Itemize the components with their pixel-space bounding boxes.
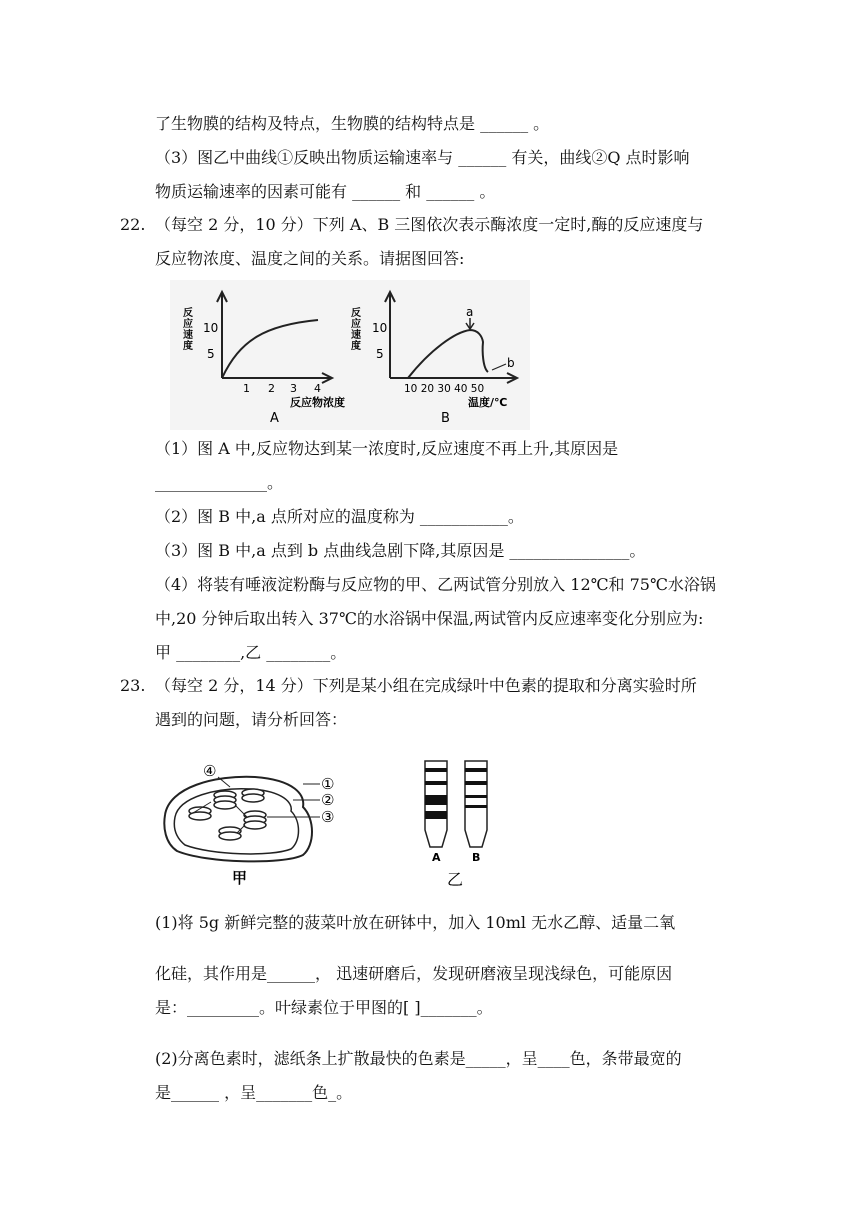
graph-b-caption: B [441, 411, 450, 426]
q22-s4-line1: （4）将装有唾液淀粉酶与反应物的甲、乙两试管分别放入 12℃和 75℃水浴锅 [155, 575, 716, 594]
graph-a-ytick-10: 10 [203, 321, 219, 335]
q22-s2: （2）图 B 中,a 点所对应的温度称为 ___________。 [155, 507, 524, 526]
strip-b-label: B [472, 851, 481, 864]
q23-p1-line1: (1)将 5g 新鲜完整的菠菜叶放在研钵中，加入 10ml 无水乙醇、适量二氧 [155, 913, 676, 932]
chloroplast-label-2: ② [321, 791, 335, 809]
graph-a-xlabel: 反应物浓度 [290, 396, 345, 409]
q21-line2: （3）图乙中曲线①反映出物质运输速率与 ______ 有关，曲线②Q 点时影响 [155, 148, 690, 167]
chloroplast-label-1: ① [321, 775, 335, 793]
q23-p2-line1: (2)分离色素时，滤纸条上扩散最快的色素是_____，呈____色，条带最宽的 [155, 1049, 682, 1068]
graph-a-ylabel-2: 应 [183, 319, 193, 330]
graph-b-ytick-10: 10 [372, 321, 388, 335]
graph-b-ylabel-1: 反 [351, 308, 361, 319]
q23-intro-line1: （每空 2 分，14 分）下列是某小组在完成绿叶中色素的提取和分离实验时所 [155, 676, 697, 695]
chloroplast-figure [155, 755, 355, 890]
graph-a-ylabel-4: 度 [183, 341, 193, 352]
chloroplast-label-4: ④ [203, 762, 217, 780]
q21-line3: 物质运输速率的因素可能有 ______ 和 ______ 。 [155, 182, 496, 201]
graph-b-ylabel-4: 度 [351, 341, 361, 352]
graph-b-ylabel-3: 速 [351, 330, 361, 341]
q23-p1-line2: 化硅，其作用是______， 迅速研磨后，发现研磨液呈现浅绿色，可能原因 [155, 964, 673, 983]
graph-a-ylabel-3: 速 [183, 330, 193, 341]
q22-number: 22. [120, 215, 146, 234]
point-b-label: b [507, 356, 515, 370]
q23-number: 23. [120, 676, 146, 695]
point-a-label: a [466, 305, 474, 319]
figure-yi-caption: 乙 [447, 870, 464, 889]
graph-a-xtick-2: 2 [268, 382, 275, 395]
graph-b-xticks: 10 20 30 40 50 [404, 383, 485, 395]
q23-intro-line2: 遇到的问题，请分析回答： [155, 710, 348, 729]
q22-s1-line2: ______________。 [155, 473, 284, 492]
q22-intro-line1: （每空 2 分，10 分）下列 A、B 三图依次表示酶浓度一定时,酶的反应速度与 [155, 215, 704, 234]
strip-a [425, 761, 447, 847]
strip-a-label: A [432, 851, 441, 864]
q22-s4-line2: 中,20 分钟后取出转入 37℃的水浴锅中保温,两试管内反应速率变化分别应为: [155, 609, 704, 628]
graph-b-ytick-5: 5 [376, 347, 384, 361]
figure-jia-caption: 甲 [232, 869, 248, 887]
q22-s1-line1: （1）图 A 中,反应物达到某一浓度时,反应速度不再上升,其原因是 [155, 439, 619, 458]
graph-a-xtick-1: 1 [243, 382, 250, 395]
graph-b-ylabel-2: 应 [351, 319, 361, 330]
graph-a-xtick-4: 4 [314, 382, 321, 395]
q22-intro-line2: 反应物浓度、温度之间的关系。请据图回答: [155, 249, 465, 268]
graph-a-ylabel-1: 反 [183, 308, 193, 319]
graph-a-xtick-3: 3 [290, 382, 297, 395]
graph-a-caption: A [270, 411, 279, 426]
q22-s3: （3）图 B 中,a 点到 b 点曲线急剧下降,其原因是 _______________。 [155, 541, 646, 560]
chloroplast-label-3: ③ [321, 808, 335, 826]
enzyme-graphs-figure [170, 280, 530, 430]
q21-line1: 了生物膜的结构及特点，生物膜的结构特点是 ______ 。 [155, 114, 550, 133]
strip-b [465, 761, 487, 847]
q22-s4-line3: 甲 ________,乙 ________。 [155, 643, 347, 662]
q23-p2-line2: 是______ ，呈_______色_。 [155, 1083, 353, 1102]
graph-b-xlabel: 温度/℃ [468, 396, 508, 409]
graph-a-ytick-5: 5 [207, 347, 215, 361]
chromatography-figure [415, 755, 505, 890]
q23-p1-line3: 是：_________。叶绿素位于甲图的[ ]_______。 [155, 998, 493, 1017]
